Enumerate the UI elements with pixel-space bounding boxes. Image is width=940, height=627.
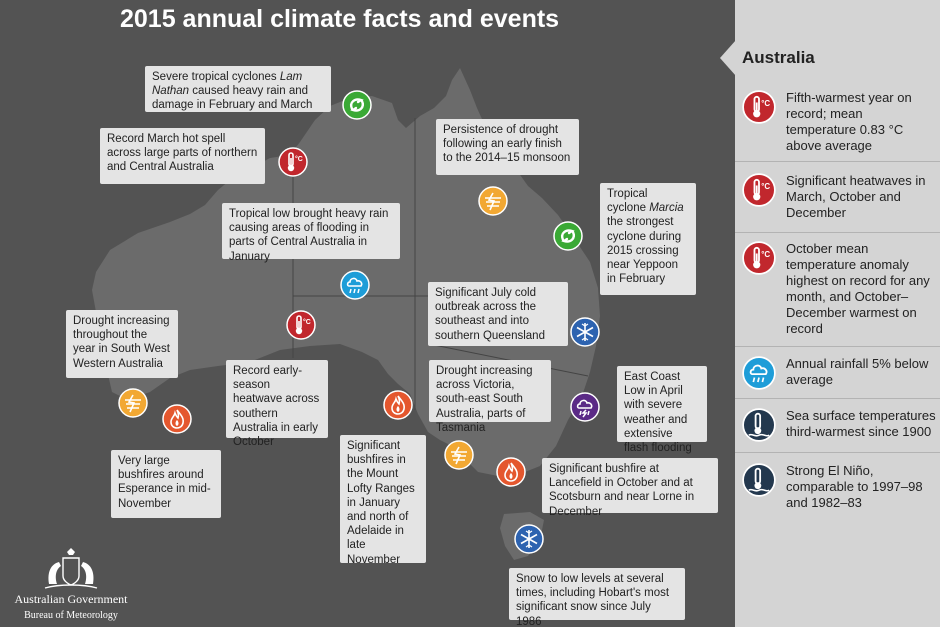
callout-vic-drought bbox=[429, 360, 551, 434]
callout-text: Significant July cold outbreak across the southeast and into southern Queensland bbox=[435, 287, 545, 342]
sidebar-item bbox=[742, 463, 938, 515]
fire-icon bbox=[496, 457, 526, 487]
sidebar-item bbox=[742, 173, 938, 225]
callout-east-coast-low bbox=[617, 366, 707, 455]
sea-thermometer-icon bbox=[742, 463, 776, 497]
divider bbox=[735, 452, 940, 453]
drought-icon bbox=[444, 440, 474, 470]
fire-icon bbox=[383, 390, 413, 420]
callout-sa-heatwave bbox=[226, 360, 328, 449]
thermometer-icon bbox=[742, 173, 776, 207]
callout-text: Record early-season heatwave across southern Australia in early October bbox=[233, 365, 320, 449]
cyclone-name: Marcia bbox=[649, 202, 684, 215]
callout-lancefield-fire bbox=[542, 458, 718, 518]
sidebar-item-text: Sea surface temperatures third-warmest since 1900 bbox=[786, 408, 936, 439]
callout-esperance-fires bbox=[111, 450, 221, 518]
divider bbox=[735, 232, 940, 233]
sidebar-heading: Australia bbox=[742, 48, 815, 67]
rain-cloud-icon bbox=[742, 356, 776, 390]
sidebar-item bbox=[742, 241, 938, 341]
callout-text: the strongest cyclone during 2015 crossing near Yeppoon in February bbox=[607, 216, 682, 286]
callout-text: Snow to low levels at several times, including Hobart's most significant snow since July 1986 bbox=[516, 573, 670, 627]
sidebar-item bbox=[742, 356, 938, 396]
thermometer-icon bbox=[742, 90, 776, 124]
callout-text: Drought increasing across Victoria, south-east South Australia, parts of Tasmania bbox=[436, 365, 533, 434]
callout-tas-snow bbox=[509, 568, 685, 627]
cyclone-icon bbox=[342, 90, 372, 120]
page-title: 2015 annual climate facts and events bbox=[120, 5, 560, 33]
callout-text: Drought increasing throughout the year in South West Western Australia bbox=[73, 315, 170, 370]
divider bbox=[735, 398, 940, 399]
snowflake-icon bbox=[514, 524, 544, 554]
fire-icon bbox=[162, 404, 192, 434]
callout-lofty-fires bbox=[340, 435, 426, 566]
callout-march-hot-spell bbox=[100, 128, 265, 184]
logo-line-1: Australian Government bbox=[14, 592, 128, 606]
callout-cyclone-marcia bbox=[600, 183, 696, 295]
callout-sw-wa-drought bbox=[66, 310, 178, 378]
drought-icon bbox=[118, 388, 148, 418]
sidebar-item-text: Annual rainfall 5% below average bbox=[786, 356, 929, 387]
callout-text: Persistence of drought following an early finish to the 2014–15 monsoon bbox=[443, 124, 571, 165]
rain-cloud-icon bbox=[340, 270, 370, 300]
callout-july-cold bbox=[428, 282, 568, 346]
coat-of-arms-icon bbox=[41, 548, 101, 590]
sidebar-item-text: Fifth-warmest year on record; mean temperature 0.83 °C above average bbox=[786, 90, 912, 153]
drought-icon bbox=[478, 186, 508, 216]
svg-text:°C: °C bbox=[761, 98, 771, 108]
callout-tropical-low bbox=[222, 203, 400, 263]
divider bbox=[735, 346, 940, 347]
sidebar-item bbox=[742, 90, 938, 154]
callout-text: Significant bushfires in the Mount Lofty Ranges in January and north of Adelaide in late November bbox=[347, 440, 415, 566]
cyclone-icon bbox=[553, 221, 583, 251]
callout-text: caused heavy rain and damage in February and March bbox=[152, 85, 313, 112]
cyclone-name: Lam bbox=[279, 71, 303, 83]
government-logo bbox=[12, 548, 130, 621]
callout-text: East Coast Low in April with severe weather and extensive flash flooding bbox=[624, 371, 692, 455]
cyclone-name: Nathan bbox=[152, 85, 190, 98]
callout-text: Tropical cyclone bbox=[607, 188, 650, 215]
divider bbox=[735, 161, 940, 162]
logo-line-2: Bureau of Meteorology bbox=[24, 610, 118, 621]
sea-thermometer-icon bbox=[742, 408, 776, 442]
callout-text: Tropical low brought heavy rain causing areas of flooding in parts of Central Australia in January bbox=[229, 208, 389, 263]
sidebar-item-text: Strong El Niño, comparable to 1997–98 and 1982–83 bbox=[786, 463, 923, 510]
callout-qld-drought bbox=[436, 119, 579, 175]
sidebar-item bbox=[742, 408, 938, 448]
sidebar-item-text: October mean temperature anomaly highest on record for any month, and October–December warmest on record bbox=[786, 241, 930, 336]
svg-text:°C: °C bbox=[295, 156, 303, 163]
sidebar-pointer bbox=[720, 40, 736, 76]
storm-cloud-icon bbox=[570, 392, 600, 422]
thermometer-icon bbox=[286, 310, 316, 340]
callout-cyclones-lam-nathan bbox=[145, 66, 331, 112]
thermometer-icon bbox=[278, 147, 308, 177]
svg-text:°C: °C bbox=[761, 181, 771, 191]
callout-text: Significant bushfire at Lancefield in October and at Scotsburn and near Lorne in December bbox=[549, 463, 695, 518]
callout-text: Severe tropical cyclones bbox=[152, 71, 280, 83]
svg-text:°C: °C bbox=[303, 319, 311, 326]
svg-text:°C: °C bbox=[761, 249, 771, 259]
sidebar-item-text: Significant heatwaves in March, October and December bbox=[786, 173, 926, 220]
callout-text: Record March hot spell across large parts of northern and Central Australia bbox=[107, 133, 258, 174]
snowflake-icon bbox=[570, 317, 600, 347]
thermometer-icon bbox=[742, 241, 776, 275]
callout-text: Very large bushfires around Esperance in mid-November bbox=[118, 455, 211, 510]
